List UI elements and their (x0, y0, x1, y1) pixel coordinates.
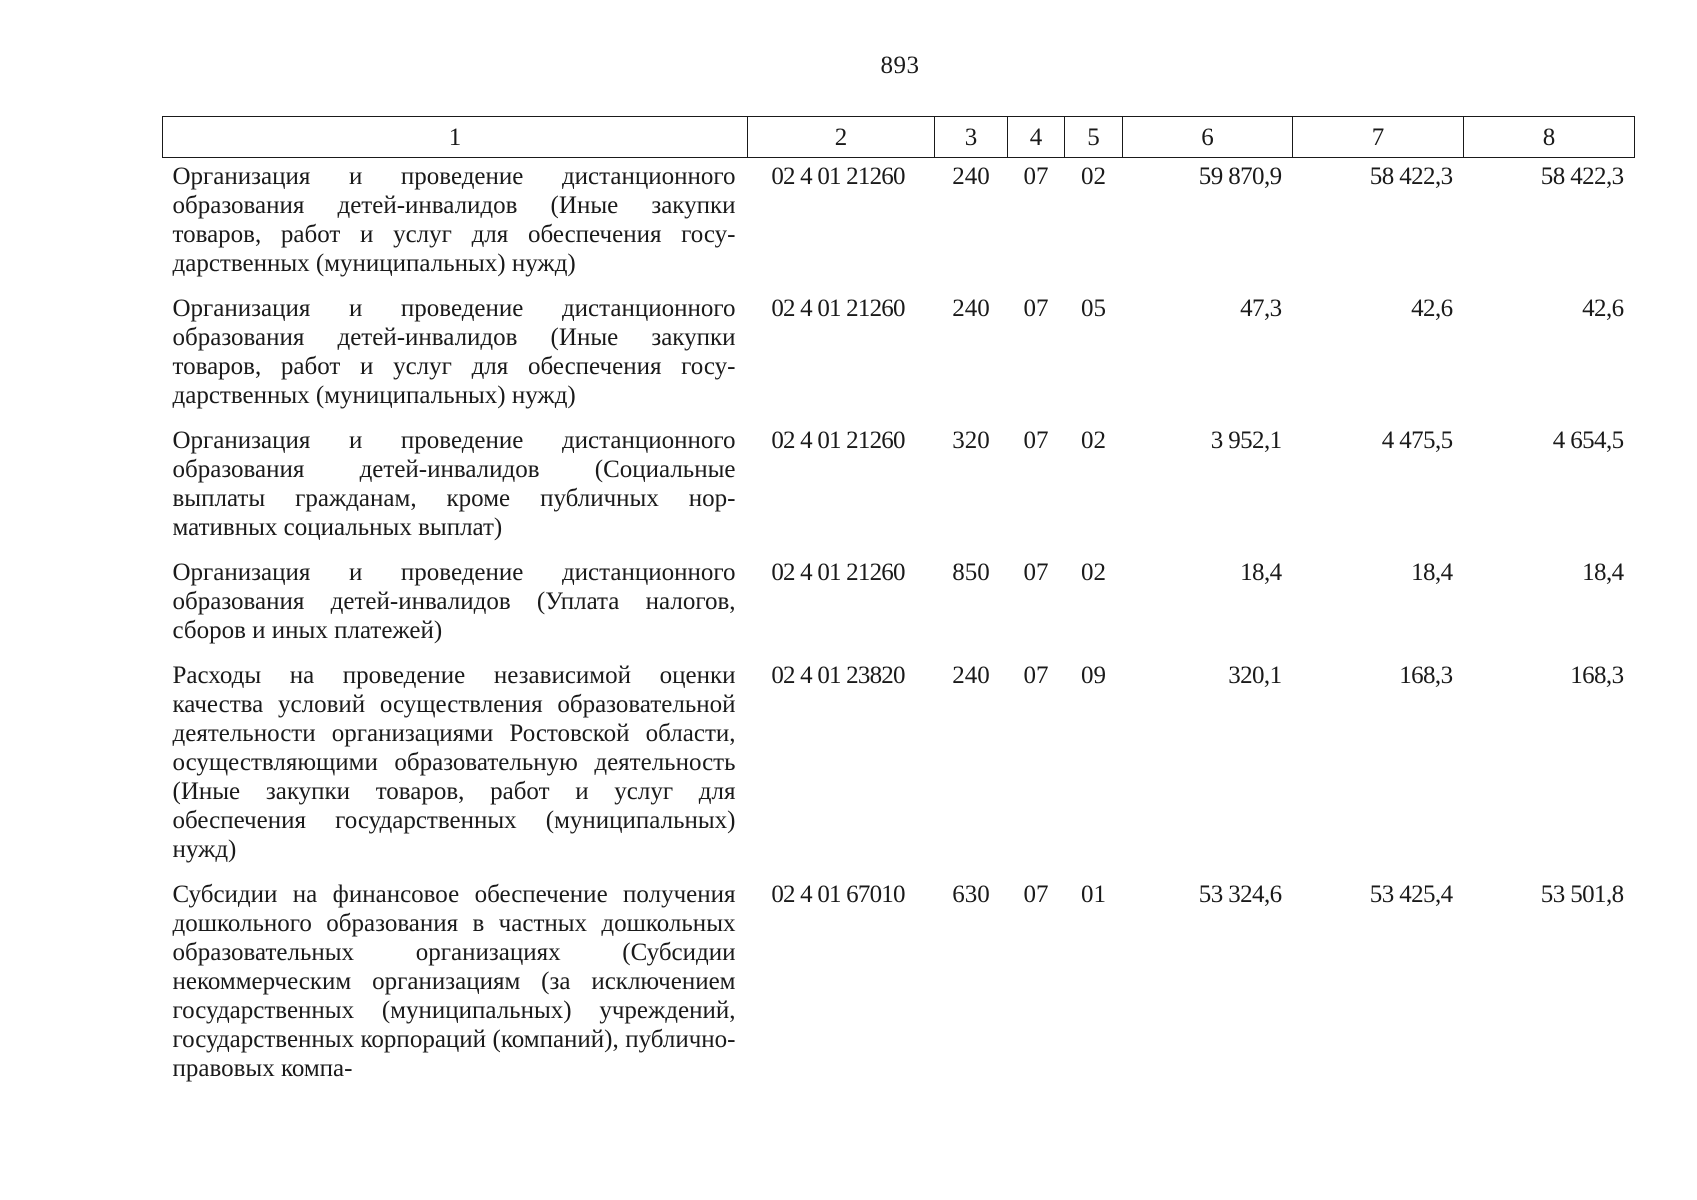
header-row (163, 117, 1635, 158)
row-amount-col8: 4 654,5 (1552, 427, 1624, 454)
row-expense-type: 630 (952, 881, 990, 908)
column-header-4: 4 (1008, 117, 1065, 158)
row-subsection: 02 (1081, 559, 1106, 586)
row-amount-col8: 58 422,3 (1540, 163, 1624, 190)
table-header (163, 117, 1635, 158)
row-expense-type: 240 (952, 163, 990, 190)
row-subsection: 01 (1081, 881, 1106, 908)
row-expense-type: 320 (952, 427, 990, 454)
row-target-article: 02 4 01 67010 (771, 881, 905, 908)
row-description: Расходы на проведение независимой оценки качества условий осуществления образовательной деятельности организациями Ростовской области, осуществляющими образовательную деятельность (Иные закупки товаров, работ и услуг для обеспечения государственных (муниципальных) нужд) (172, 662, 736, 863)
table-row (163, 158, 1635, 292)
row-amount-col6: 47,3 (1240, 295, 1282, 322)
row-description: Организация и проведение дистанционного образования детей-инвалидов (Иные закупки товаров, работ и услуг для обеспечения государственных (муниципальных) нужд) (172, 295, 736, 409)
row-amount-col6: 59 870,9 (1198, 163, 1282, 190)
table-row (163, 877, 1635, 1096)
column-header-5: 5 (1065, 117, 1123, 158)
row-description: Организация и проведение дистанционного образования детей-инвалидов (Уплата налогов, сборов и иных платежей) (172, 559, 736, 644)
row-description: Организация и проведение дистанционного образования детей-инвалидов (Социальные выплаты гражданам, кроме публичных нормативных социальных выплат) (172, 427, 736, 541)
row-description: Организация и проведение дистанционного образования детей-инвалидов (Иные закупки товаров, работ и услуг для обеспечения государственных (муниципальных) нужд) (172, 163, 736, 277)
table-row (163, 555, 1635, 658)
row-amount-col6: 320,1 (1228, 662, 1282, 689)
page-number: 893 (880, 52, 920, 79)
column-header-6: 6 (1123, 117, 1293, 158)
column-header-7: 7 (1293, 117, 1464, 158)
row-amount-col8: 168,3 (1570, 662, 1624, 689)
row-target-article: 02 4 01 23820 (771, 662, 905, 689)
row-section: 07 (1023, 559, 1049, 586)
row-target-article: 02 4 01 21260 (771, 559, 905, 586)
row-section: 07 (1023, 881, 1049, 908)
row-amount-col8: 53 501,8 (1540, 881, 1624, 908)
row-description: Субсидии на финансовое обеспечение получения дошкольного образования в частных дошкольных образовательных организациях (Субсидии некоммерческим организациям (за исключением государственных (муниципальных) учреждений, государственных корпораций (компаний), публично-правовых компа- (172, 881, 736, 1082)
row-section: 07 (1023, 295, 1049, 322)
budget-table (162, 116, 1635, 1096)
column-header-3: 3 (935, 117, 1008, 158)
row-subsection: 05 (1081, 295, 1106, 322)
row-amount-col6: 53 324,6 (1198, 881, 1282, 908)
column-header-2: 2 (748, 117, 935, 158)
column-header-8: 8 (1464, 117, 1635, 158)
table-row (163, 658, 1635, 877)
row-subsection: 09 (1081, 662, 1106, 689)
row-amount-col7: 53 425,4 (1369, 881, 1453, 908)
row-expense-type: 240 (952, 295, 990, 322)
row-expense-type: 240 (952, 662, 990, 689)
row-target-article: 02 4 01 21260 (771, 295, 905, 322)
row-section: 07 (1023, 163, 1049, 190)
row-amount-col6: 18,4 (1240, 559, 1282, 586)
row-amount-col8: 42,6 (1582, 295, 1624, 322)
row-amount-col8: 18,4 (1582, 559, 1624, 586)
row-amount-col7: 58 422,3 (1369, 163, 1453, 190)
column-header-1: 1 (163, 117, 748, 158)
row-target-article: 02 4 01 21260 (771, 163, 905, 190)
table-row (163, 291, 1635, 423)
table-row (163, 423, 1635, 555)
row-expense-type: 850 (952, 559, 990, 586)
table-body (163, 158, 1635, 1097)
row-amount-col7: 4 475,5 (1381, 427, 1453, 454)
row-subsection: 02 (1081, 427, 1106, 454)
row-amount-col6: 3 952,1 (1210, 427, 1282, 454)
row-amount-col7: 42,6 (1411, 295, 1453, 322)
row-amount-col7: 168,3 (1399, 662, 1453, 689)
row-section: 07 (1023, 662, 1049, 689)
row-amount-col7: 18,4 (1411, 559, 1453, 586)
row-section: 07 (1023, 427, 1049, 454)
row-subsection: 02 (1081, 163, 1106, 190)
row-target-article: 02 4 01 21260 (771, 427, 905, 454)
